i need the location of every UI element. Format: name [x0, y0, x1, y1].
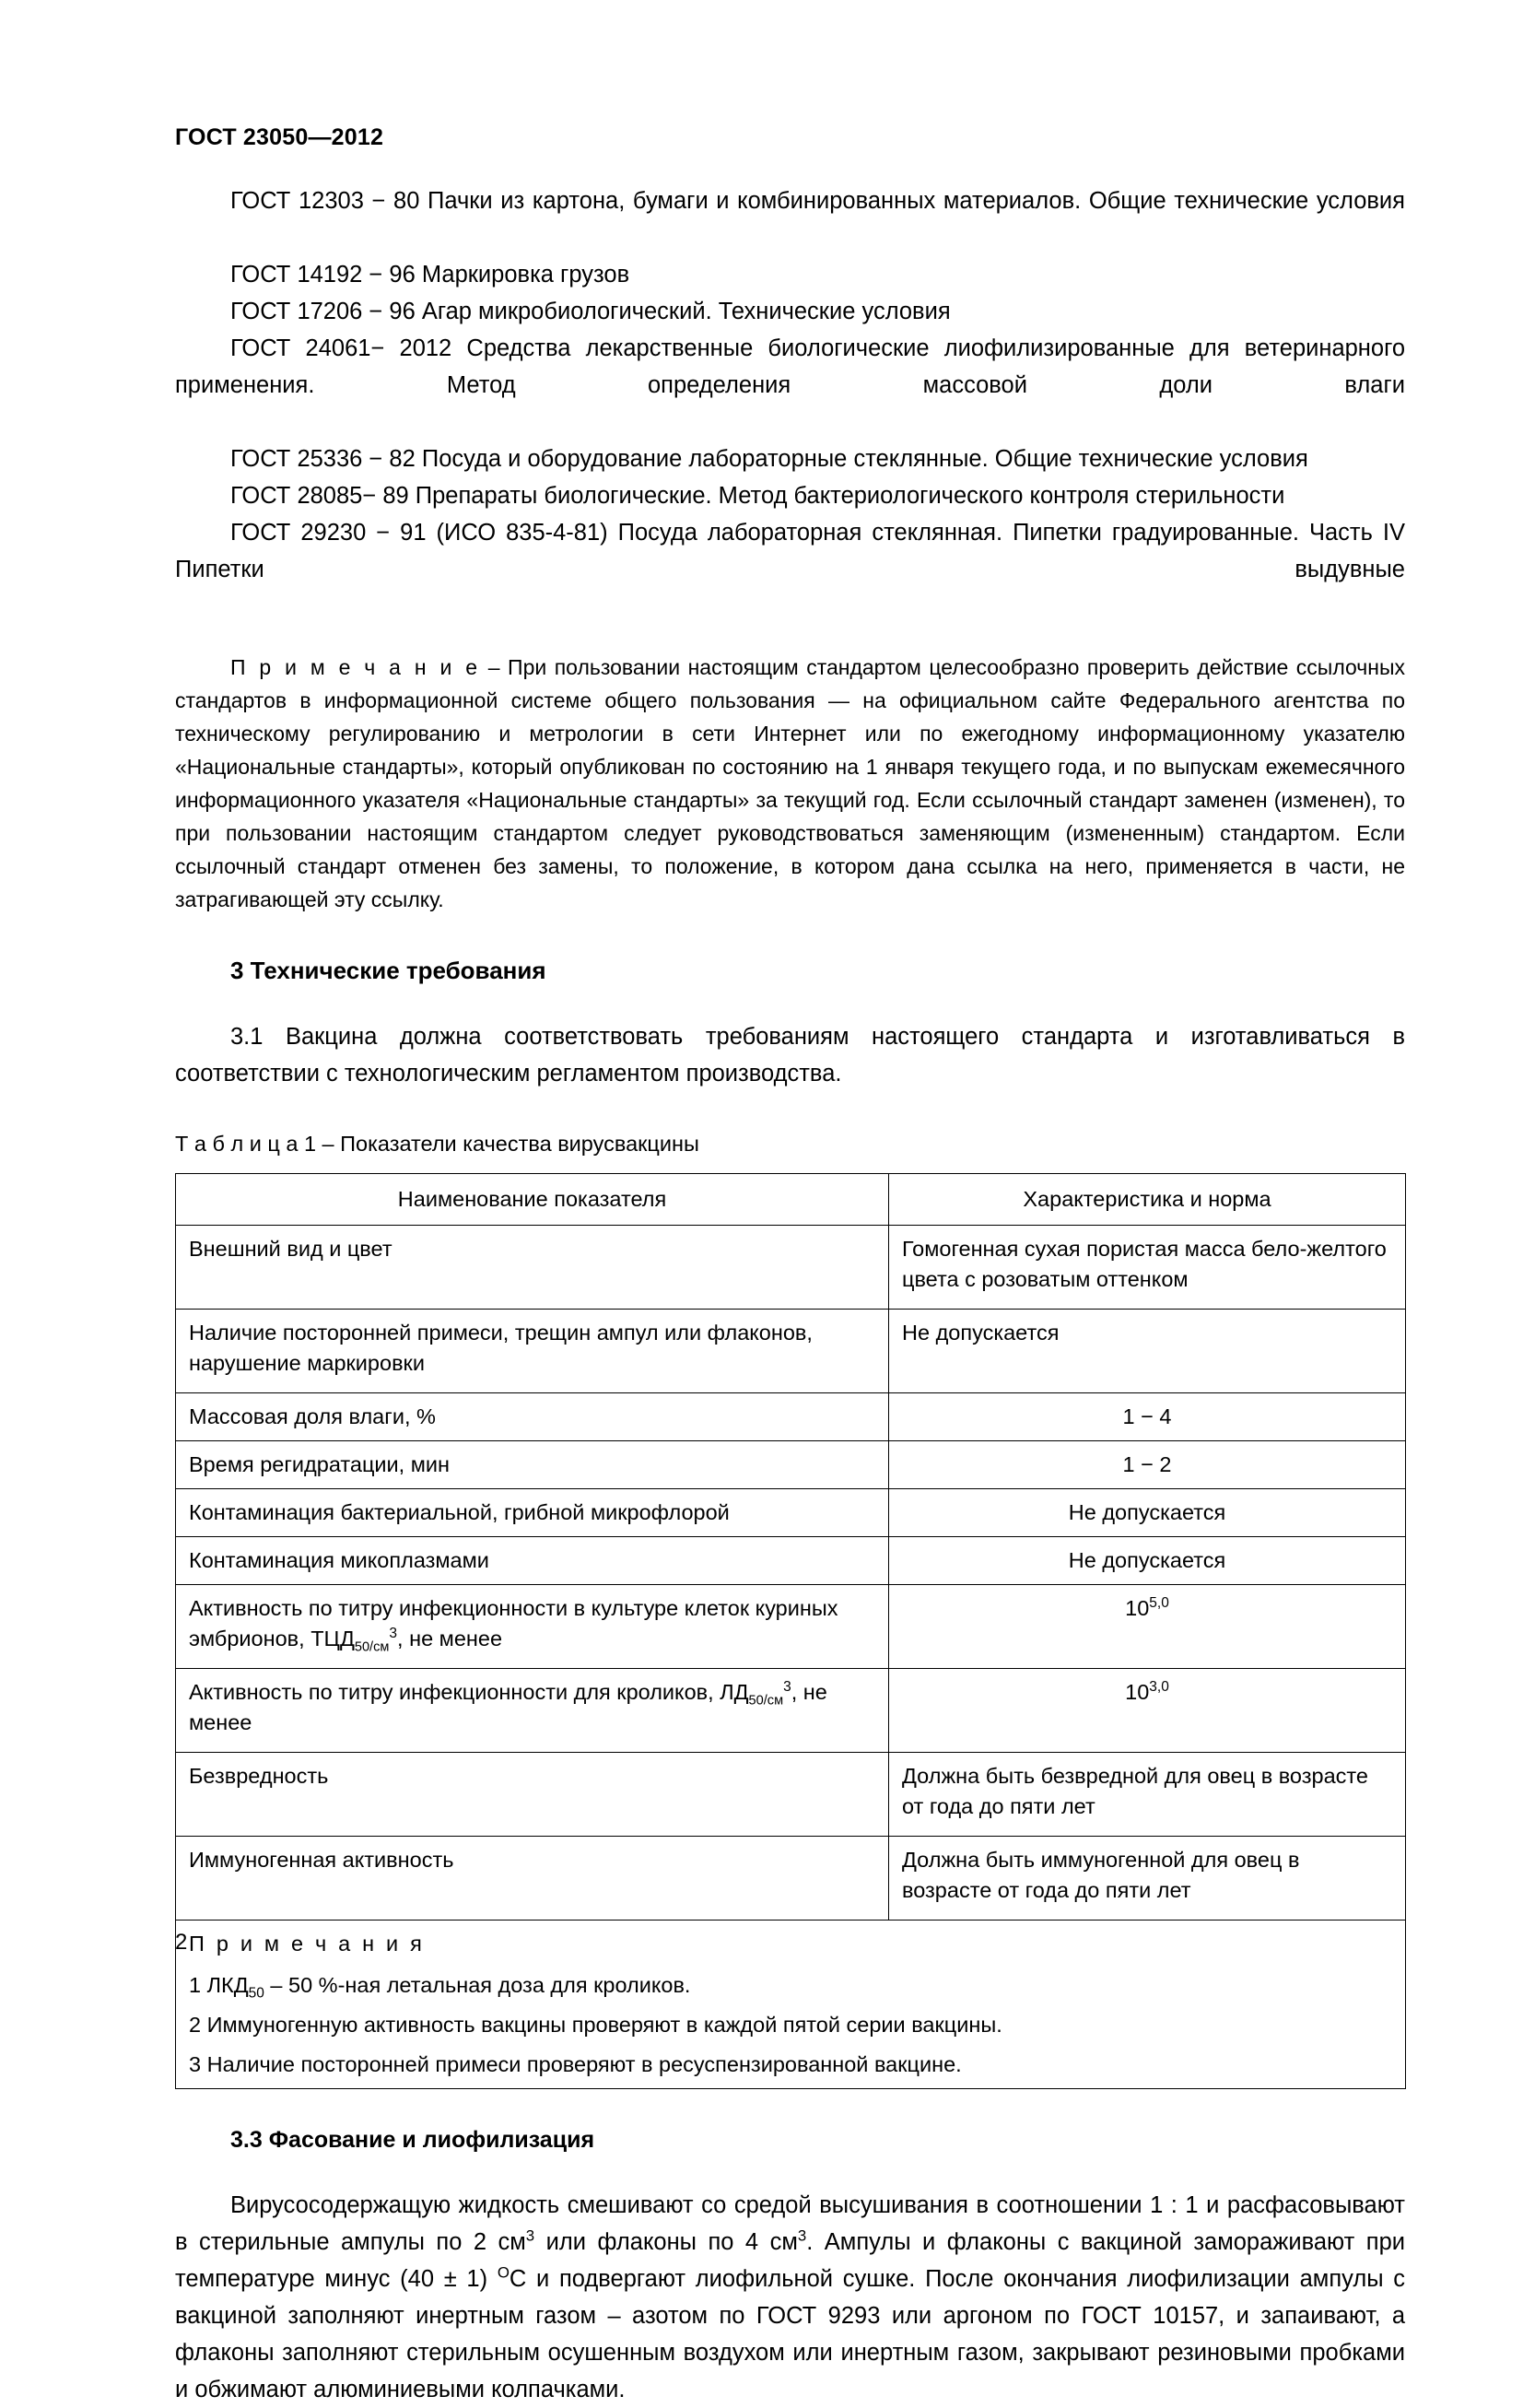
reference-item: ГОСТ 12303 − 80 Пачки из картона, бумаги и комбинированных материалов. Общие технические условия	[230, 187, 1405, 214]
table-row	[176, 1440, 1406, 1488]
table-notes-row	[176, 1920, 1406, 2088]
reference-item: ГОСТ 29230 − 91 (ИСО 835-4-81) Посуда лабораторная стеклянная. Пипетки градуированные. Часть IV Пипетки выдувные	[175, 519, 1405, 582]
cell-value: Гомогенная сухая пористая масса бело-желтого цвета с розоватым оттенком	[889, 1225, 1406, 1309]
cell-value: Не допускается	[889, 1536, 1406, 1584]
para-text: С и подвергают лиофильной сушке. После окончания лиофилизации ампулы с вакциной заполняют инертным газом – азотом по ГОСТ 9293 или аргоном по ГОСТ 10157, и запаивают, а флаконы заполняют стерильным осушенным воздухом или инертным газом, закрывают резиновыми пробками и обжимают алюминиевыми колпачками.	[175, 2265, 1405, 2402]
para-text: Вирусосодержащую жидкость смешивают со средой высушивания в соотношении 1 : 1 и расфасовывают в стерильные ампулы по 2 см	[175, 2191, 1405, 2255]
table-notes-title: П р и м е ч а н и я	[189, 1931, 426, 1956]
cell-value: Не допускается	[889, 1488, 1406, 1536]
value-base: 10	[1125, 1679, 1150, 1704]
cell-indicator: Контаминация бактериальной, грибной микрофлорой	[176, 1488, 889, 1536]
cell-value: 1 − 2	[889, 1440, 1406, 1488]
normative-references-list	[175, 182, 1405, 625]
cell-value: Должна быть безвредной для овец в возрасте от года до пяти лет	[889, 1752, 1406, 1836]
table-note-item	[189, 1970, 1392, 2001]
table-row	[176, 1836, 1406, 1920]
cell-value	[889, 1584, 1406, 1668]
value-base: 10	[1125, 1595, 1150, 1620]
cell-value: Должна быть иммуногенной для овец в возрасте от года до пяти лет	[889, 1836, 1406, 1920]
cell-subscript: 50/см	[354, 1639, 390, 1655]
note-label: П р и м е ч а н и е	[230, 654, 481, 679]
clause-3-3-heading: 3.3 Фасование и лиофилизация	[230, 2126, 595, 2153]
note-paragraph	[175, 651, 1405, 916]
cell-indicator-tail: , не менее	[397, 1626, 503, 1650]
table-row	[176, 1536, 1406, 1584]
table-row	[176, 1309, 1406, 1392]
degree-superscript: О	[497, 2263, 510, 2282]
note-item-subscript: 50	[248, 1985, 264, 2002]
cell-value: 1 − 4	[889, 1392, 1406, 1440]
table-notes-cell	[176, 1920, 1406, 2088]
reference-item: ГОСТ 14192 − 96 Маркировка грузов	[230, 261, 630, 288]
table-note-item: 2 Иммуногенную активность вакцины проверяют в каждой пятой серии вакцины.	[189, 2012, 1002, 2037]
reference-item: ГОСТ 17206 − 96 Агар микробиологический. Технические условия	[230, 298, 951, 324]
table-row	[176, 1752, 1406, 1836]
cell-indicator: Контаминация микоплазмами	[176, 1536, 889, 1584]
clause-3-3-paragraph	[175, 2187, 1405, 2408]
cell-indicator: Время регидратации, мин	[176, 1440, 889, 1488]
cell-superscript: 3	[389, 1626, 398, 1642]
cell-indicator-tail: , не менее	[189, 1679, 827, 1734]
table-row	[176, 1584, 1406, 1668]
section-3-heading: 3 Технические требования	[230, 956, 546, 984]
table-1-quality-indicators	[175, 1173, 1406, 2089]
page-content	[175, 125, 1405, 2408]
cell-indicator-text: Активность по титру инфекционности в культуре клеток куриных эмбрионов, ТЦД	[189, 1595, 838, 1650]
cell-subscript: 50/см	[748, 1693, 784, 1709]
running-header: ГОСТ 23050—2012	[175, 124, 384, 150]
table-row	[176, 1392, 1406, 1440]
reference-item: ГОСТ 28085− 89 Препараты биологические. Метод бактериологического контроля стерильности	[230, 482, 1285, 509]
value-exponent: 3,0	[1149, 1679, 1169, 1696]
cell-indicator	[176, 1584, 889, 1668]
column-header-norm: Характеристика и норма	[889, 1173, 1406, 1225]
table-1-caption: Т а б л и ц а 1 – Показатели качества вирусвакцины	[175, 1131, 699, 1156]
cell-indicator: Внешний вид и цвет	[176, 1225, 889, 1309]
note-item-post: – 50 %-ная летальная доза для кроликов.	[264, 1972, 691, 1997]
value-exponent: 5,0	[1149, 1595, 1169, 1612]
page-number: 2	[175, 1930, 188, 1955]
cubic-superscript: 3	[797, 2226, 807, 2245]
note-text: – При пользовании настоящим стандартом целесообразно проверить действие ссылочных стандартов в информационной системе общего пользования — на официальном сайте Федерального агентства по техническому регулированию и метрологии в сети Интернет или по ежегодному информационному указателю «Национальные стандарты», который опубликован по состоянию на 1 января текущего года, и по выпускам ежемесячного информационного указателя «Национальные стандарты» за текущий год. Если ссылочный стандарт заменен (изменен), то при пользовании настоящим стандартом следует руководствоваться заменяющим (измененным) стандартом. Если ссылочный стандарт отменен без замены, то положение, в котором дана ссылка на него, применяется в части, не затрагивающей эту ссылку.	[175, 654, 1405, 911]
cell-indicator	[176, 1668, 889, 1752]
reference-item: ГОСТ 25336 − 82 Посуда и оборудование лабораторные стеклянные. Общие технические условия	[230, 445, 1308, 472]
cubic-superscript: 3	[525, 2226, 535, 2245]
para-text: . Ампулы и флаконы с вакциной замораживают при температуре минус (40 ± 1)	[175, 2228, 1405, 2292]
cell-value: Не допускается	[889, 1309, 1406, 1392]
cell-value	[889, 1668, 1406, 1752]
cell-indicator: Безвредность	[176, 1752, 889, 1836]
table-row	[176, 1225, 1406, 1309]
table-header-row	[176, 1173, 1406, 1225]
clause-3-1-paragraph: 3.1 Вакцина должна соответствовать требованиям настоящего стандарта и изготавливаться в соответствии с технологическим регламентом производства.	[175, 1023, 1405, 1087]
note-item-pre: 1 ЛКД	[189, 1972, 249, 1997]
column-header-indicator: Наименование показателя	[176, 1173, 889, 1225]
cell-indicator-text: Активность по титру инфекционности для кроликов, ЛД	[189, 1679, 749, 1704]
cell-superscript: 3	[783, 1679, 791, 1696]
table-row	[176, 1488, 1406, 1536]
cell-indicator: Массовая доля влаги, %	[176, 1392, 889, 1440]
reference-item: ГОСТ 24061− 2012 Средства лекарственные биологические лиофилизированные для ветеринарного применения. Метод определения массовой доли влаги	[175, 335, 1405, 398]
para-text: или флаконы по 4 см	[534, 2228, 798, 2255]
table-row	[176, 1668, 1406, 1752]
cell-indicator: Наличие посторонней примеси, трещин ампул или флаконов, нарушение маркировки	[176, 1309, 889, 1392]
cell-indicator: Иммуногенная активность	[176, 1836, 889, 1920]
table-note-item: 3 Наличие посторонней примеси проверяют в ресуспензированной вакцине.	[189, 2051, 962, 2076]
